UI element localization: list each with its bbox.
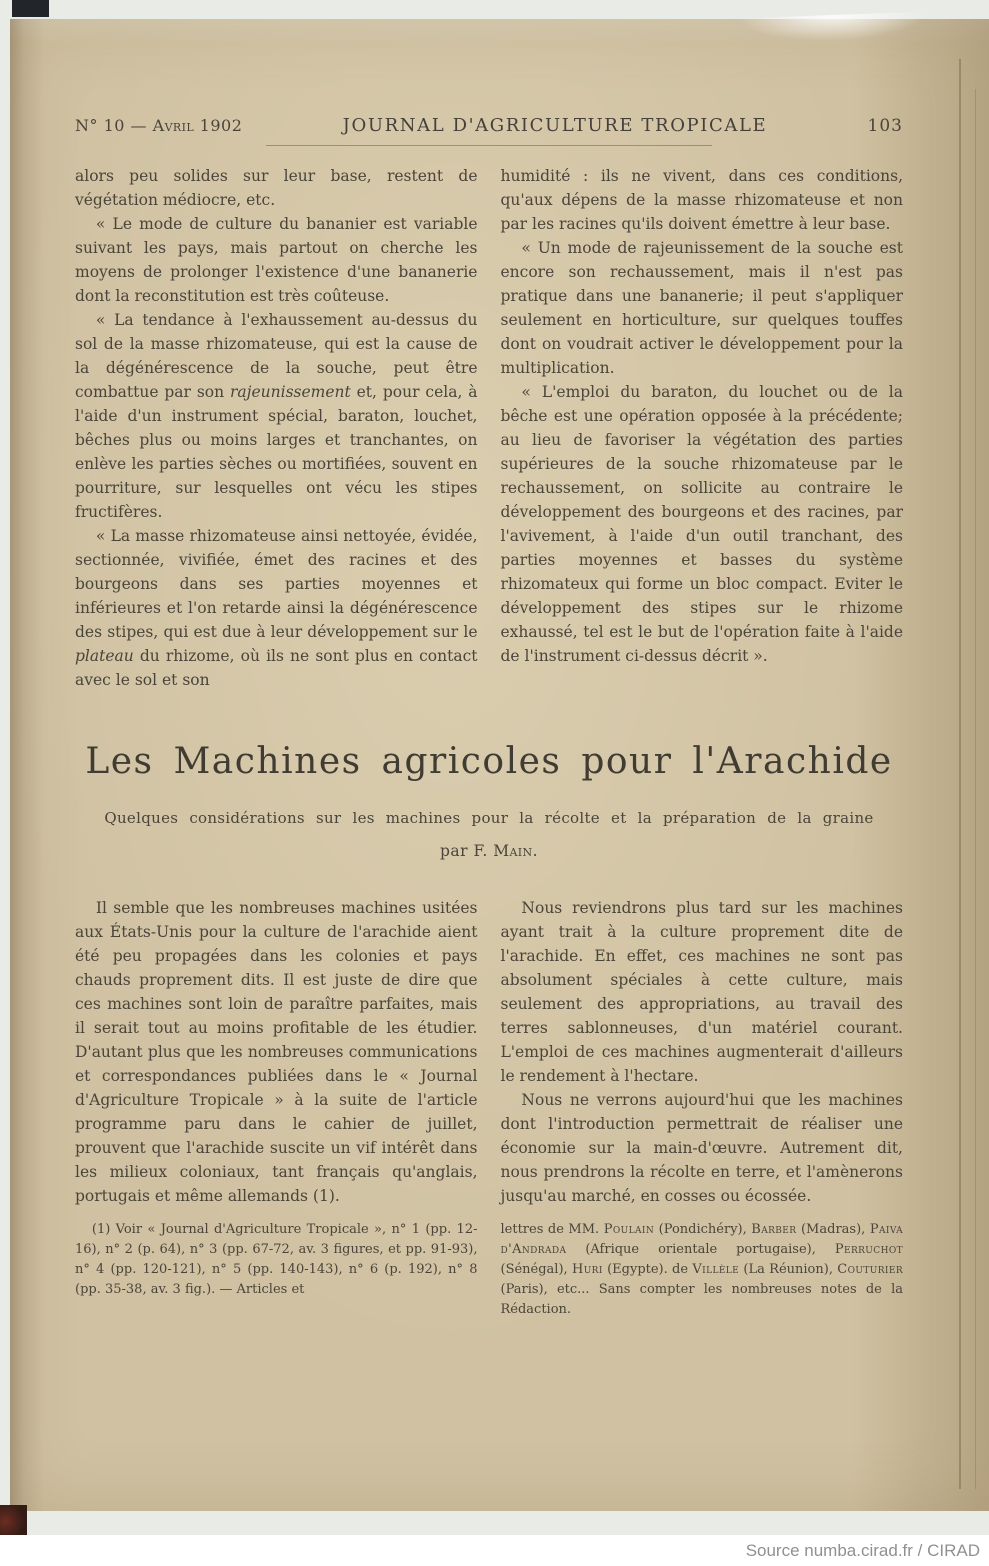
paragraph: Il semble que les nombreuses machines usitées aux États-Unis pour la culture de l'arachide aient été peu propagées dans les colonies et pays chauds proprement dits. Il est juste de dire que ces machines sont loin de paraître parfaites, mais il serait tout au moins profitable de les étudier. D'autant plus que les nombreuses communications et correspondances publiées dans le « Journal d'Agriculture Tropicale » à la suite de l'article programme paru dans le cahier de juillet, prouvent que l'arachide suscite un vif intérêt dans les milieux coloniaux, tant français qu'anglais, portugais et même allemands (1). <box>75 899 478 1205</box>
paragraph: alors peu solides sur leur base, restent de végétation médiocre, etc. <box>75 167 478 209</box>
paragraph: « Un mode de rajeunissement de la souche est encore son rechaussement, mais il n'est pas pratique dans une bananerie; il peut s'appliquer seulement en horticulture, sur quelques touffes dont on voudrait activer le développement pour la multiplication. <box>500 239 903 377</box>
article-subtitle: Quelques considérations sur les machines pour la récolte et la préparation de la graine <box>104 809 874 827</box>
paragraph: « La masse rhizomateuse ainsi nettoyée, évidée, sectionnée, vivifiée, émet des racines et des bourgeons dans ses parties moyennes et inférieures et l'on retarde ainsi la dégénérescence des stipes, qui est due à leur développement sur le plateau du rhizome, où ils ne sont plus en contact avec le sol et son <box>75 527 478 689</box>
paragraph: Nous ne verrons aujourd'hui que les machines dont l'introduction permettrait de réaliser une économie sur la main-d'œuvre. Autrement dit, nous prendrons la récolte en terre, et l'amènerons jusqu'au marché, en cosses ou écossée. <box>500 1091 903 1205</box>
source-attribution-text: Source numba.cirad.fr / CIRAD <box>745 1540 980 1560</box>
right-column <box>501 164 904 692</box>
source-attribution-bar <box>0 1535 989 1566</box>
article-byline: par F. Main. <box>439 842 539 860</box>
masthead-rule <box>266 145 712 146</box>
journal-page <box>10 19 989 1511</box>
book-cover-fragment <box>0 1505 27 1538</box>
paragraph: « L'emploi du baraton, du louchet ou de la bêche est une opération opposée à la précédente; au lieu de favoriser la végétation des parties supérieures de la souche rhizomateuse par le rechaussement, on sollicite au contraire le développement des bourgeons et des racines, par l'avivement, à l'aide d'un outil tranchant, des parties moyennes et basses du système rhizomateux qui forme un bloc compact. Eviter le développement des stipes sur le rhizome exhaussé, tel est le but de l'opération faite à l'aide de l'instrument ci-dessus décrit ». <box>500 383 903 665</box>
page-number: 103 <box>867 116 903 136</box>
footnote: lettres de MM. Poulain (Pondichéry), Barber (Madras), Paiva d'Andrada (Afrique orientale portugaise), Perruchot (Sénégal), Huri (Egypte). de Villèle (La Réunion), Couturier (Paris), etc... Sans compter les nombreuses notes de la Rédaction. <box>500 1222 904 1317</box>
left-column <box>75 164 478 692</box>
right-column <box>501 896 904 1320</box>
left-column <box>75 896 478 1320</box>
journal-title: JOURNAL D'AGRICULTURE TROPICALE <box>342 115 768 136</box>
issue-date: N° 10 — Avril 1902 <box>75 116 243 135</box>
paragraph: « La tendance à l'exhaussement au-dessus du sol de la masse rhizomateuse, qui est la cause de la dégénérescence de la souche, peut être combattue par son rajeunissement et, pour cela, à l'aide d'un instrument spécial, baraton, louchet, bêches plus ou moins larges et tranchantes, on enlève les parties sèches ou mortifiées, souvent en pourriture, sur lesquelles ont vécu les stipes fructifères. <box>75 311 478 521</box>
book-spine-fragment <box>12 0 49 17</box>
paragraph: Nous reviendrons plus tard sur les machines ayant trait à la culture proprement dite de l'arachide. En effet, ces machines ne sont pas absolument spéciales à cette culture, mais seulement des appropriations, au travail des terres sablonneuses, d'un matériel courant. L'emploi de ces machines augmenterait d'ailleurs le rendement à l'hectare. <box>500 899 903 1085</box>
footnote: (1) Voir « Journal d'Agriculture Tropicale », n° 1 (pp. 12-16), n° 2 (p. 64), n° 3 (pp. 67-72, av. 3 figures, et pp. 91-93), n° 4 (pp. 120-121), n° 5 (pp. 140-143), n° 6 (p. 192), n° 8 (pp. 35-38, av. 3 fig.). — Articles et <box>75 1222 478 1297</box>
banana-section <box>75 164 903 692</box>
article-title: Les Machines agricoles pour l'Arachide <box>85 741 893 782</box>
paragraph: « Le mode de culture du bananier est variable suivant les pays, mais partout on cherche les moyens de prolonger l'existence d'une bananerie dont la reconstitution est très coûteuse. <box>75 215 478 305</box>
arachide-article <box>75 896 903 1320</box>
paragraph: humidité : ils ne vivent, dans ces conditions, qu'aux dépens de la masse rhizomateuse et non par les racines qu'ils doivent émettre à leur base. <box>500 167 903 233</box>
masthead <box>75 115 903 136</box>
page-content <box>10 19 989 1320</box>
